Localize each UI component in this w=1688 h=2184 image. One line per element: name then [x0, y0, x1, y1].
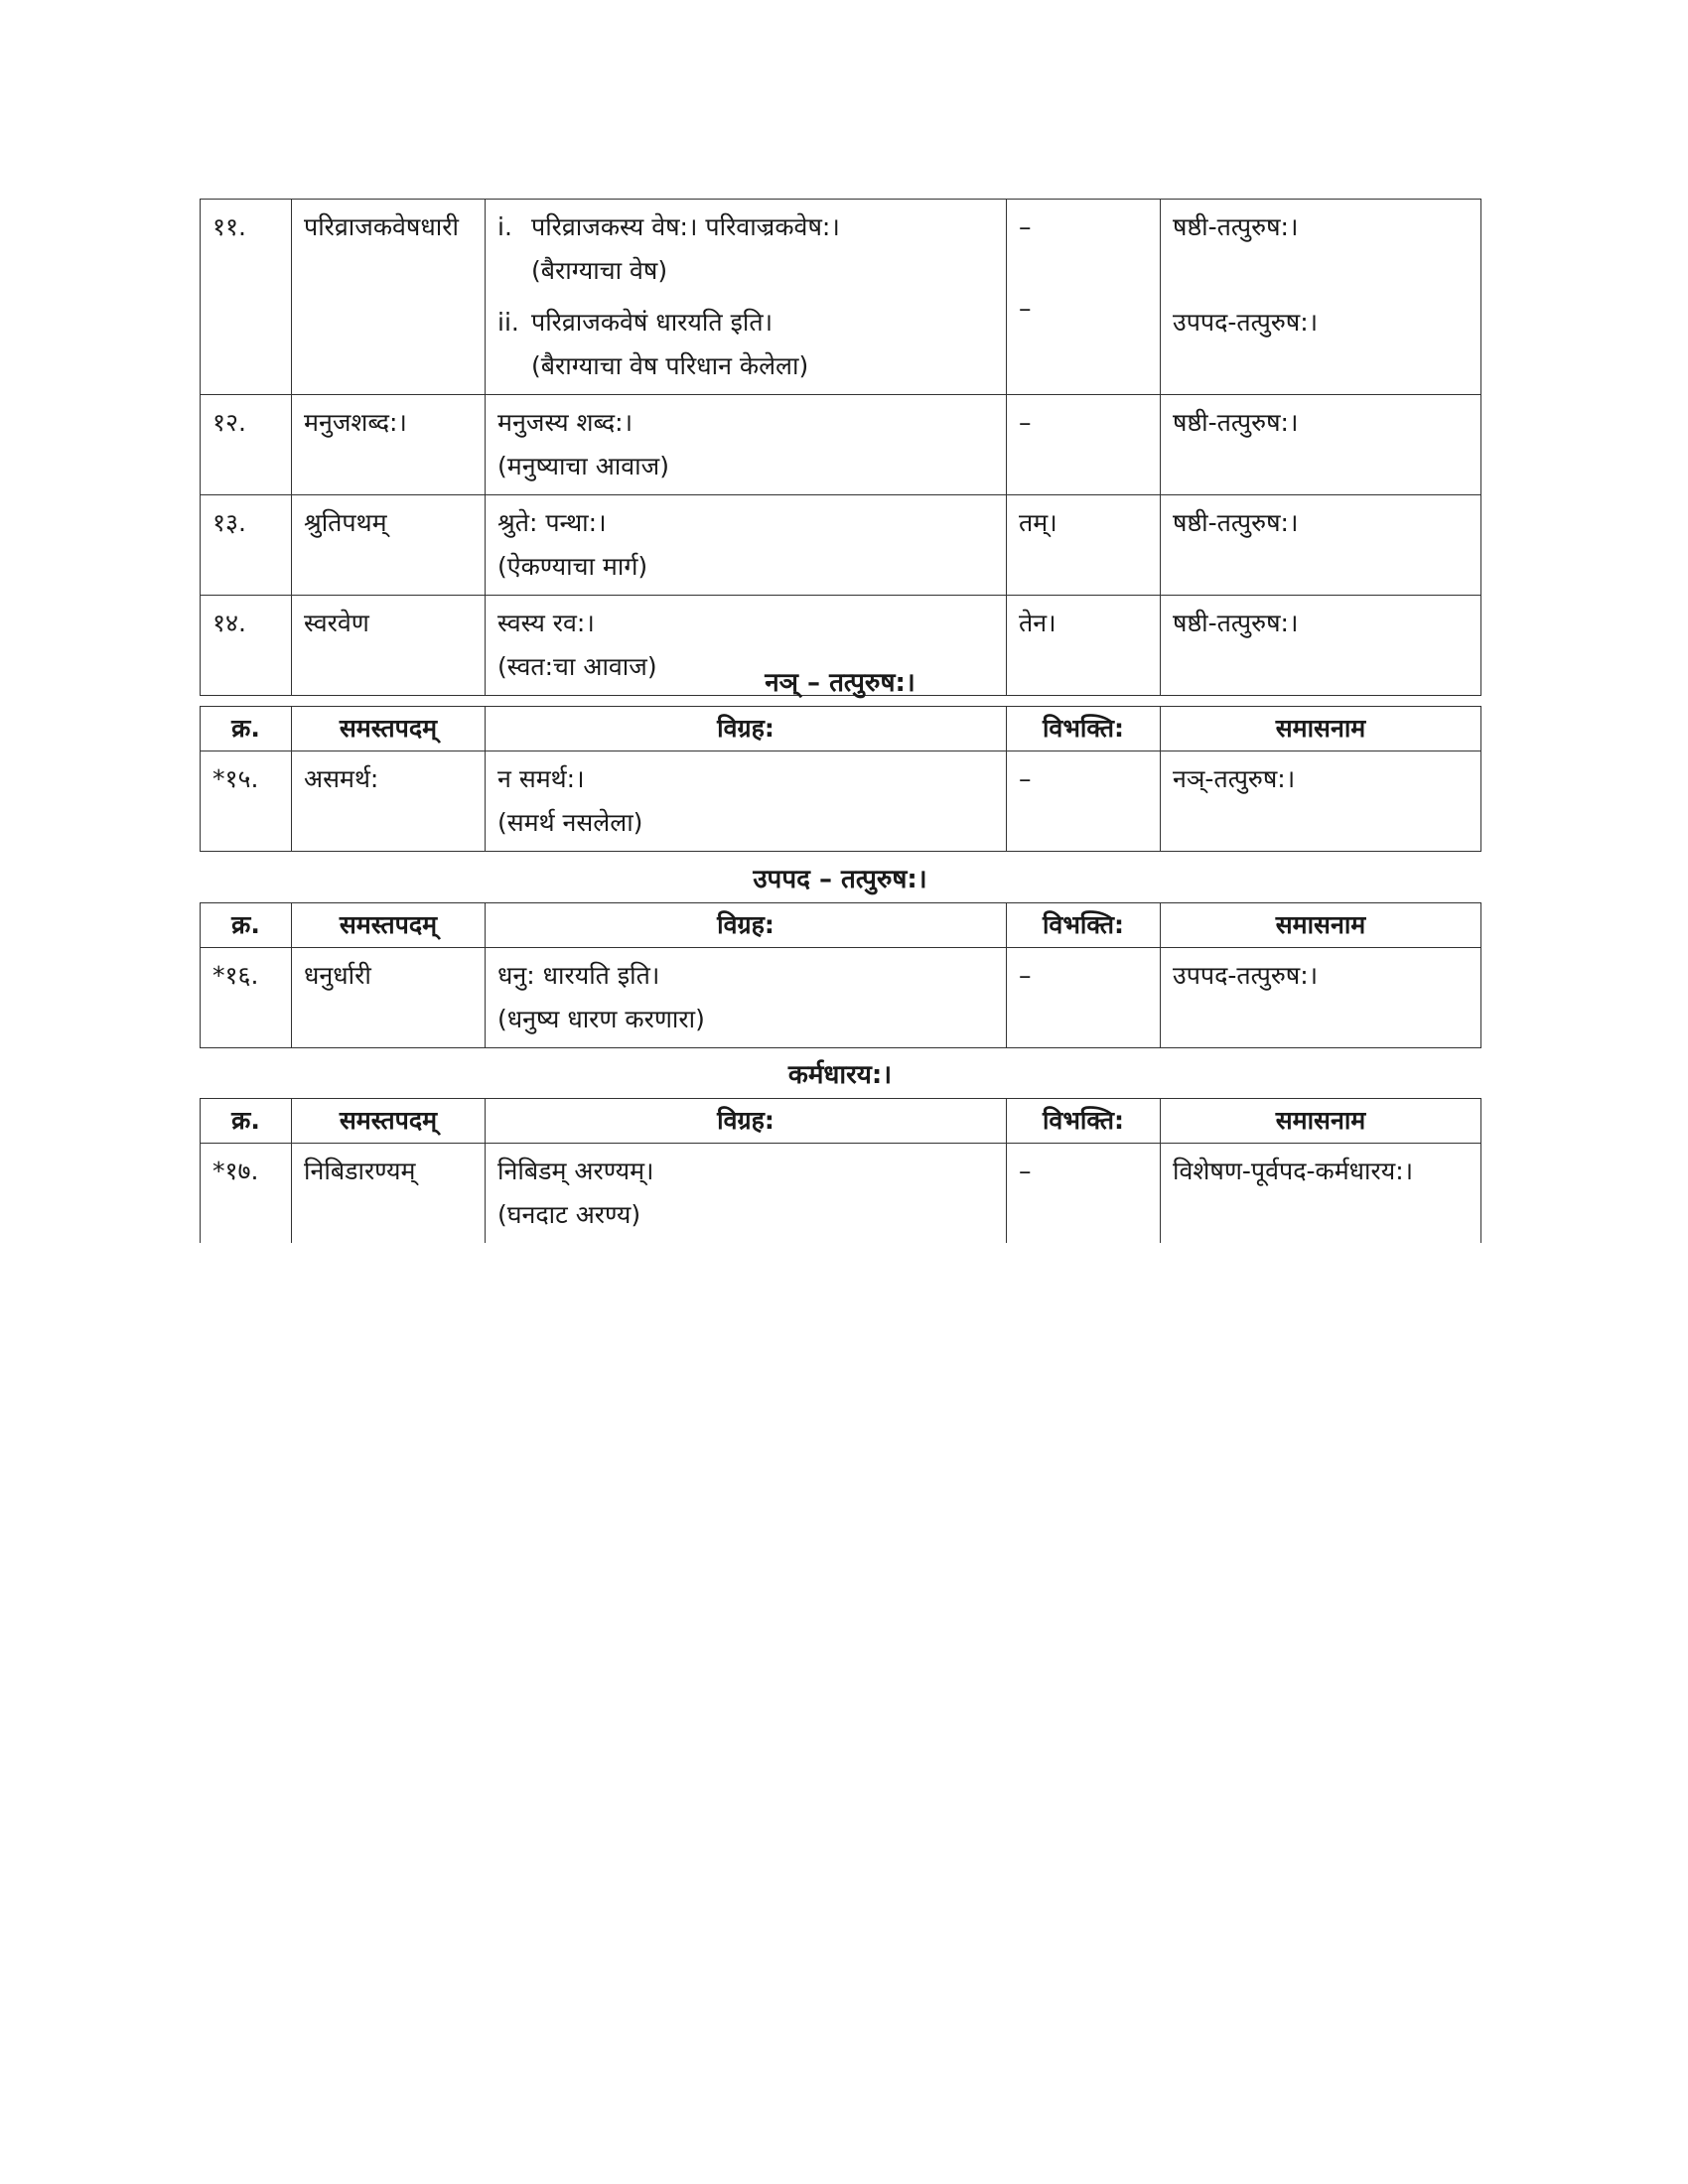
row-number: १३.	[201, 495, 292, 596]
vigraha-cell	[486, 1144, 1007, 1244]
vigraha-text: धनु: धारयति इति।	[497, 961, 660, 990]
header-row	[201, 903, 1481, 948]
samasa-name: षष्ठी-तत्पुरुष:।	[1173, 212, 1299, 241]
samasa-table-tatpurusha	[200, 199, 1481, 696]
row-number: *१७.	[201, 1144, 292, 1244]
section-title: कर्मधारय:।	[787, 1060, 893, 1090]
vigraha-text: न समर्थ:।	[497, 764, 585, 793]
vigraha-cell	[486, 200, 1007, 395]
vigraha-cell	[486, 395, 1007, 495]
header-num: क्र.	[201, 1099, 292, 1144]
samasa-cell	[1161, 200, 1481, 395]
vigraha-cell	[486, 495, 1007, 596]
header-samasa: समासनाम	[1161, 903, 1481, 948]
header-num: क्र.	[201, 707, 292, 751]
section-title: उपपद – तत्पुरुष:।	[753, 865, 927, 894]
vigraha-meaning: (बैराग्याचा वेष)	[531, 256, 668, 285]
row-number: *१५.	[201, 751, 292, 852]
compound-word: निबिडारण्यम्	[292, 1144, 486, 1244]
vigraha-text: मनुजस्य शब्द:।	[497, 408, 633, 437]
header-vigraha: विग्रह:	[486, 1099, 1007, 1144]
samasa-table-karmadharaya	[200, 1098, 1481, 1243]
samasa-name: षष्ठी-तत्पुरुष:।	[1161, 495, 1481, 596]
vigraha-cell	[486, 751, 1007, 852]
row-number: १२.	[201, 395, 292, 495]
samasa-name: विशेषण-पूर्वपद-कर्मधारय:।	[1161, 1144, 1481, 1244]
header-row	[201, 707, 1481, 751]
header-word: समस्तपदम्	[292, 1099, 486, 1144]
vibhakti-value: तेन।	[1007, 596, 1161, 696]
table-row	[201, 948, 1481, 1048]
vigraha-meaning: (घनदाट अरण्य)	[497, 1200, 641, 1229]
section-title: नञ् – तत्पुरुष:।	[765, 668, 915, 698]
table-row	[201, 495, 1481, 596]
header-word: समस्तपदम्	[292, 707, 486, 751]
vigraha-meaning: (ऐकण्याचा मार्ग)	[497, 552, 648, 581]
header-num: क्र.	[201, 903, 292, 948]
vigraha-meaning: (स्वत:चा आवाज)	[497, 652, 657, 681]
compound-word: धनुर्धारी	[292, 948, 486, 1048]
table-row	[201, 395, 1481, 495]
vibhakti-value: –	[1019, 212, 1032, 241]
compound-word: स्वरवेण	[292, 596, 486, 696]
header-vibhakti: विभक्ति:	[1007, 903, 1161, 948]
compound-word: मनुजशब्द:।	[292, 395, 486, 495]
vigraha-text: परिव्राजकवेषं धारयति इति।	[531, 308, 774, 337]
vigraha-cell	[486, 948, 1007, 1048]
vibhakti-value: –	[1007, 948, 1161, 1048]
table-row	[201, 751, 1481, 852]
header-row	[201, 1099, 1481, 1144]
vibhakti-cell	[1007, 200, 1161, 395]
vigraha-meaning: (समर्थ नसलेला)	[497, 808, 643, 837]
compound-word: श्रुतिपथम्	[292, 495, 486, 596]
vigraha-meaning: (मनुष्याचा आवाज)	[497, 452, 669, 480]
row-number: ११.	[201, 200, 292, 395]
samasa-table-nan	[200, 706, 1481, 852]
header-vigraha: विग्रह:	[486, 903, 1007, 948]
row-number: १४.	[201, 596, 292, 696]
table-row	[201, 1144, 1481, 1244]
header-samasa: समासनाम	[1161, 707, 1481, 751]
vibhakti-value: –	[1019, 294, 1032, 323]
samasa-name: नञ्-तत्पुरुष:।	[1161, 751, 1481, 852]
header-vibhakti: विभक्ति:	[1007, 707, 1161, 751]
vibhakti-value: तम्।	[1007, 495, 1161, 596]
header-vibhakti: विभक्ति:	[1007, 1099, 1161, 1144]
vigraha-text: परिव्राजकस्य वेष:। परिवाज्रकवेष:।	[531, 212, 840, 241]
vibhakti-value: –	[1007, 395, 1161, 495]
vigraha-meaning: (धनुष्य धारण करणारा)	[497, 1005, 705, 1033]
vigraha-meaning: (बैराग्याचा वेष परिधान केलेला)	[531, 351, 809, 380]
header-samasa: समासनाम	[1161, 1099, 1481, 1144]
samasa-table-upapada	[200, 902, 1481, 1048]
vibhakti-value: –	[1007, 751, 1161, 852]
roman-marker: i.	[497, 212, 512, 241]
vibhakti-value: –	[1007, 1144, 1161, 1244]
samasa-name: षष्ठी-तत्पुरुष:।	[1161, 395, 1481, 495]
roman-marker: ii.	[497, 308, 519, 337]
header-word: समस्तपदम्	[292, 903, 486, 948]
header-vigraha: विग्रह:	[486, 707, 1007, 751]
row-number: *१६.	[201, 948, 292, 1048]
compound-word: असमर्थ:	[292, 751, 486, 852]
vigraha-text: श्रुते: पन्था:।	[497, 508, 607, 537]
compound-word: परिव्राजकवेषधारी	[292, 200, 486, 395]
samasa-name: षष्ठी-तत्पुरुष:।	[1161, 596, 1481, 696]
vigraha-text: निबिडम् अरण्यम्।	[497, 1157, 654, 1185]
samasa-name: उपपद-तत्पुरुष:।	[1173, 308, 1319, 337]
samasa-name: उपपद-तत्पुरुष:।	[1161, 948, 1481, 1048]
table-row	[201, 200, 1481, 395]
vigraha-text: स्वस्य रव:।	[497, 609, 595, 637]
